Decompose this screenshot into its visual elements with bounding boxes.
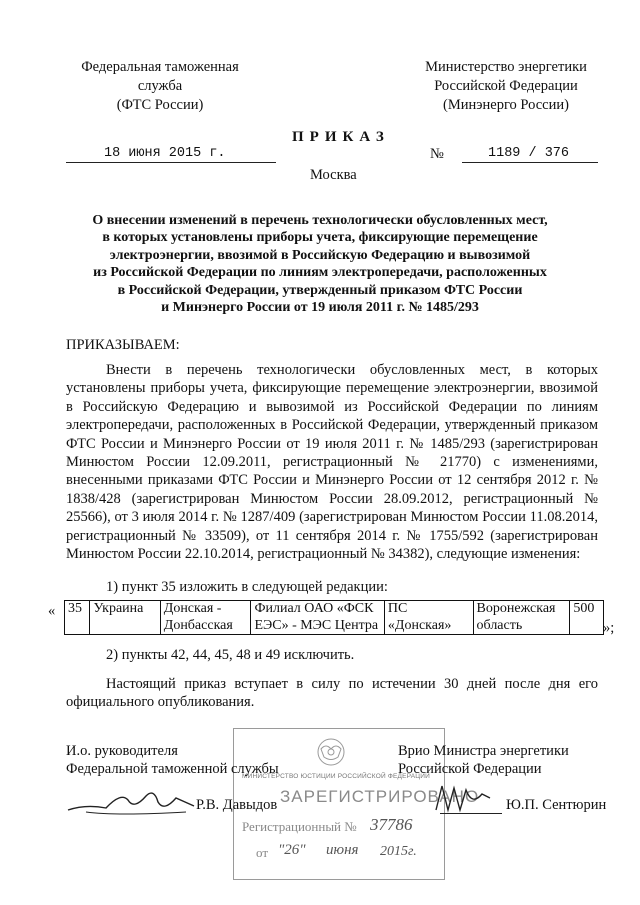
cell-region: Воронежская область <box>473 601 570 635</box>
heading-line: из Российской Федерации по линиям электропередачи, расположенных <box>93 265 547 281</box>
table-open-quote: « <box>48 603 56 619</box>
cell-country: Украина <box>90 601 160 635</box>
stamp-date-prefix: от <box>256 845 269 860</box>
left-agency-line1: Федеральная таможенная <box>81 59 239 75</box>
right-agency-line3: (Минэнерго России) <box>443 97 569 113</box>
table-close-quote: »; <box>603 620 615 636</box>
effective-clause: Настоящий приказ вступает в силу по истечении 30 дней после дня его официального опубликования. <box>66 676 598 711</box>
stamp-registered: ЗАРЕГИСТРИРОВАНО <box>280 787 480 806</box>
left-agency <box>60 58 260 115</box>
stamp-date-year: 2015г. <box>380 844 417 859</box>
left-signer-title <box>66 742 279 778</box>
left-signer-name: Р.В. Давыдов <box>196 797 278 813</box>
heading-line: и Минэнерго России от 19 июля 2011 г. № 1485/293 <box>161 300 479 316</box>
right-title-line1: Врио Министра энергетики <box>398 743 569 759</box>
stamp-date-day: "26" <box>278 842 306 858</box>
stamp-reg-label: Регистрационный № <box>242 819 357 834</box>
left-title-line1: И.о. руководителя <box>66 743 178 759</box>
left-signature-icon <box>66 782 196 820</box>
heading-line: в Российской Федерации, утвержденный приказом ФТС России <box>117 282 523 298</box>
cell-line-name: Донская - Донбасская <box>160 601 251 635</box>
table-row <box>65 601 604 635</box>
order-heading <box>55 212 585 316</box>
order-word: ПРИКАЗЫВАЕМ: <box>66 337 180 353</box>
order-city: Москва <box>310 167 357 183</box>
item-2: 2) пункты 42, 44, 45, 48 и 49 исключить. <box>106 647 355 663</box>
right-agency <box>406 58 606 115</box>
right-agency-line2: Российской Федерации <box>434 78 578 94</box>
order-number: 1189 / 376 <box>488 146 570 161</box>
order-title: ПРИКАЗ <box>292 129 390 145</box>
order-date: 18 июня 2015 г. <box>104 146 226 161</box>
left-title-line2: Федеральной таможенной службы <box>66 761 279 777</box>
cell-voltage: 500 <box>570 601 604 635</box>
stamp-reg-number: 37786 <box>370 815 413 834</box>
left-agency-line2: служба <box>137 78 183 94</box>
cell-operator: Филиал ОАО «ФСК ЕЭС» - МЭС Центра <box>251 601 384 635</box>
date-underline <box>66 162 276 163</box>
stamp-date-month: июня <box>326 842 359 858</box>
heading-line: в которых установлены приборы учета, фиксирующие перемещение <box>102 230 538 246</box>
number-underline <box>462 162 598 163</box>
right-signer-name: Ю.П. Сентюрин <box>506 797 607 813</box>
heading-line: О внесении изменений в перечень технологически обусловленных мест, <box>92 213 548 228</box>
heading-line: электроэнергии, ввозимой в Российскую Федерацию и вывозимой <box>109 247 531 263</box>
cell-substation: ПС «Донская» <box>384 601 473 635</box>
right-agency-line1: Министерство энергетики <box>425 59 587 75</box>
item-1: 1) пункт 35 изложить в следующей редакции: <box>106 579 388 595</box>
right-signer-title <box>398 742 569 778</box>
body-paragraph: Внести в перечень технологически обусловленных мест, в которых установлены приборы учета, фиксирующие перемещение электроэнергии, ввозимой в Российскую Федерацию и вывозимой из Российской Федерации по линиям электропередачи, расположенных в Российской Федерации, утвержденный приказом ФТС России и Минэнерго России от 19 июля 2011 г. № 1485/293 (зарегистрирован Минюстом России 12.09.2011, регистрационный № 21770) с изменениями, внесенными приказами ФТС России и Минэнерго России от 12 сентября 2012 г. № 1838/428 (зарегистрирован Минюстом России 28.09.2012, регистрационный № 25566), от 3 июля 2014 г. № 1287/409 (зарегистрирован Минюстом России 11.08.2014, регистрационный № 33509), от 11 сентября 2014 г. № 1755/592 (зарегистрирован Минюстом России 22.10.2014, регистрационный № 34382), следующие изменения: <box>66 362 598 563</box>
number-sign: № <box>430 146 444 162</box>
left-agency-line3: (ФТС России) <box>116 97 204 113</box>
stamp-ministry: МИНИСТЕРСТВО ЮСТИЦИИ РОССИЙСКОЙ ФЕДЕРАЦИИ <box>242 773 431 780</box>
amendment-table <box>64 600 604 635</box>
eagle-emblem-icon <box>314 735 348 769</box>
right-signature-icon <box>432 780 492 820</box>
cell-number: 35 <box>65 601 90 635</box>
right-signature-line <box>440 813 502 814</box>
right-title-line2: Российской Федерации <box>398 761 542 777</box>
